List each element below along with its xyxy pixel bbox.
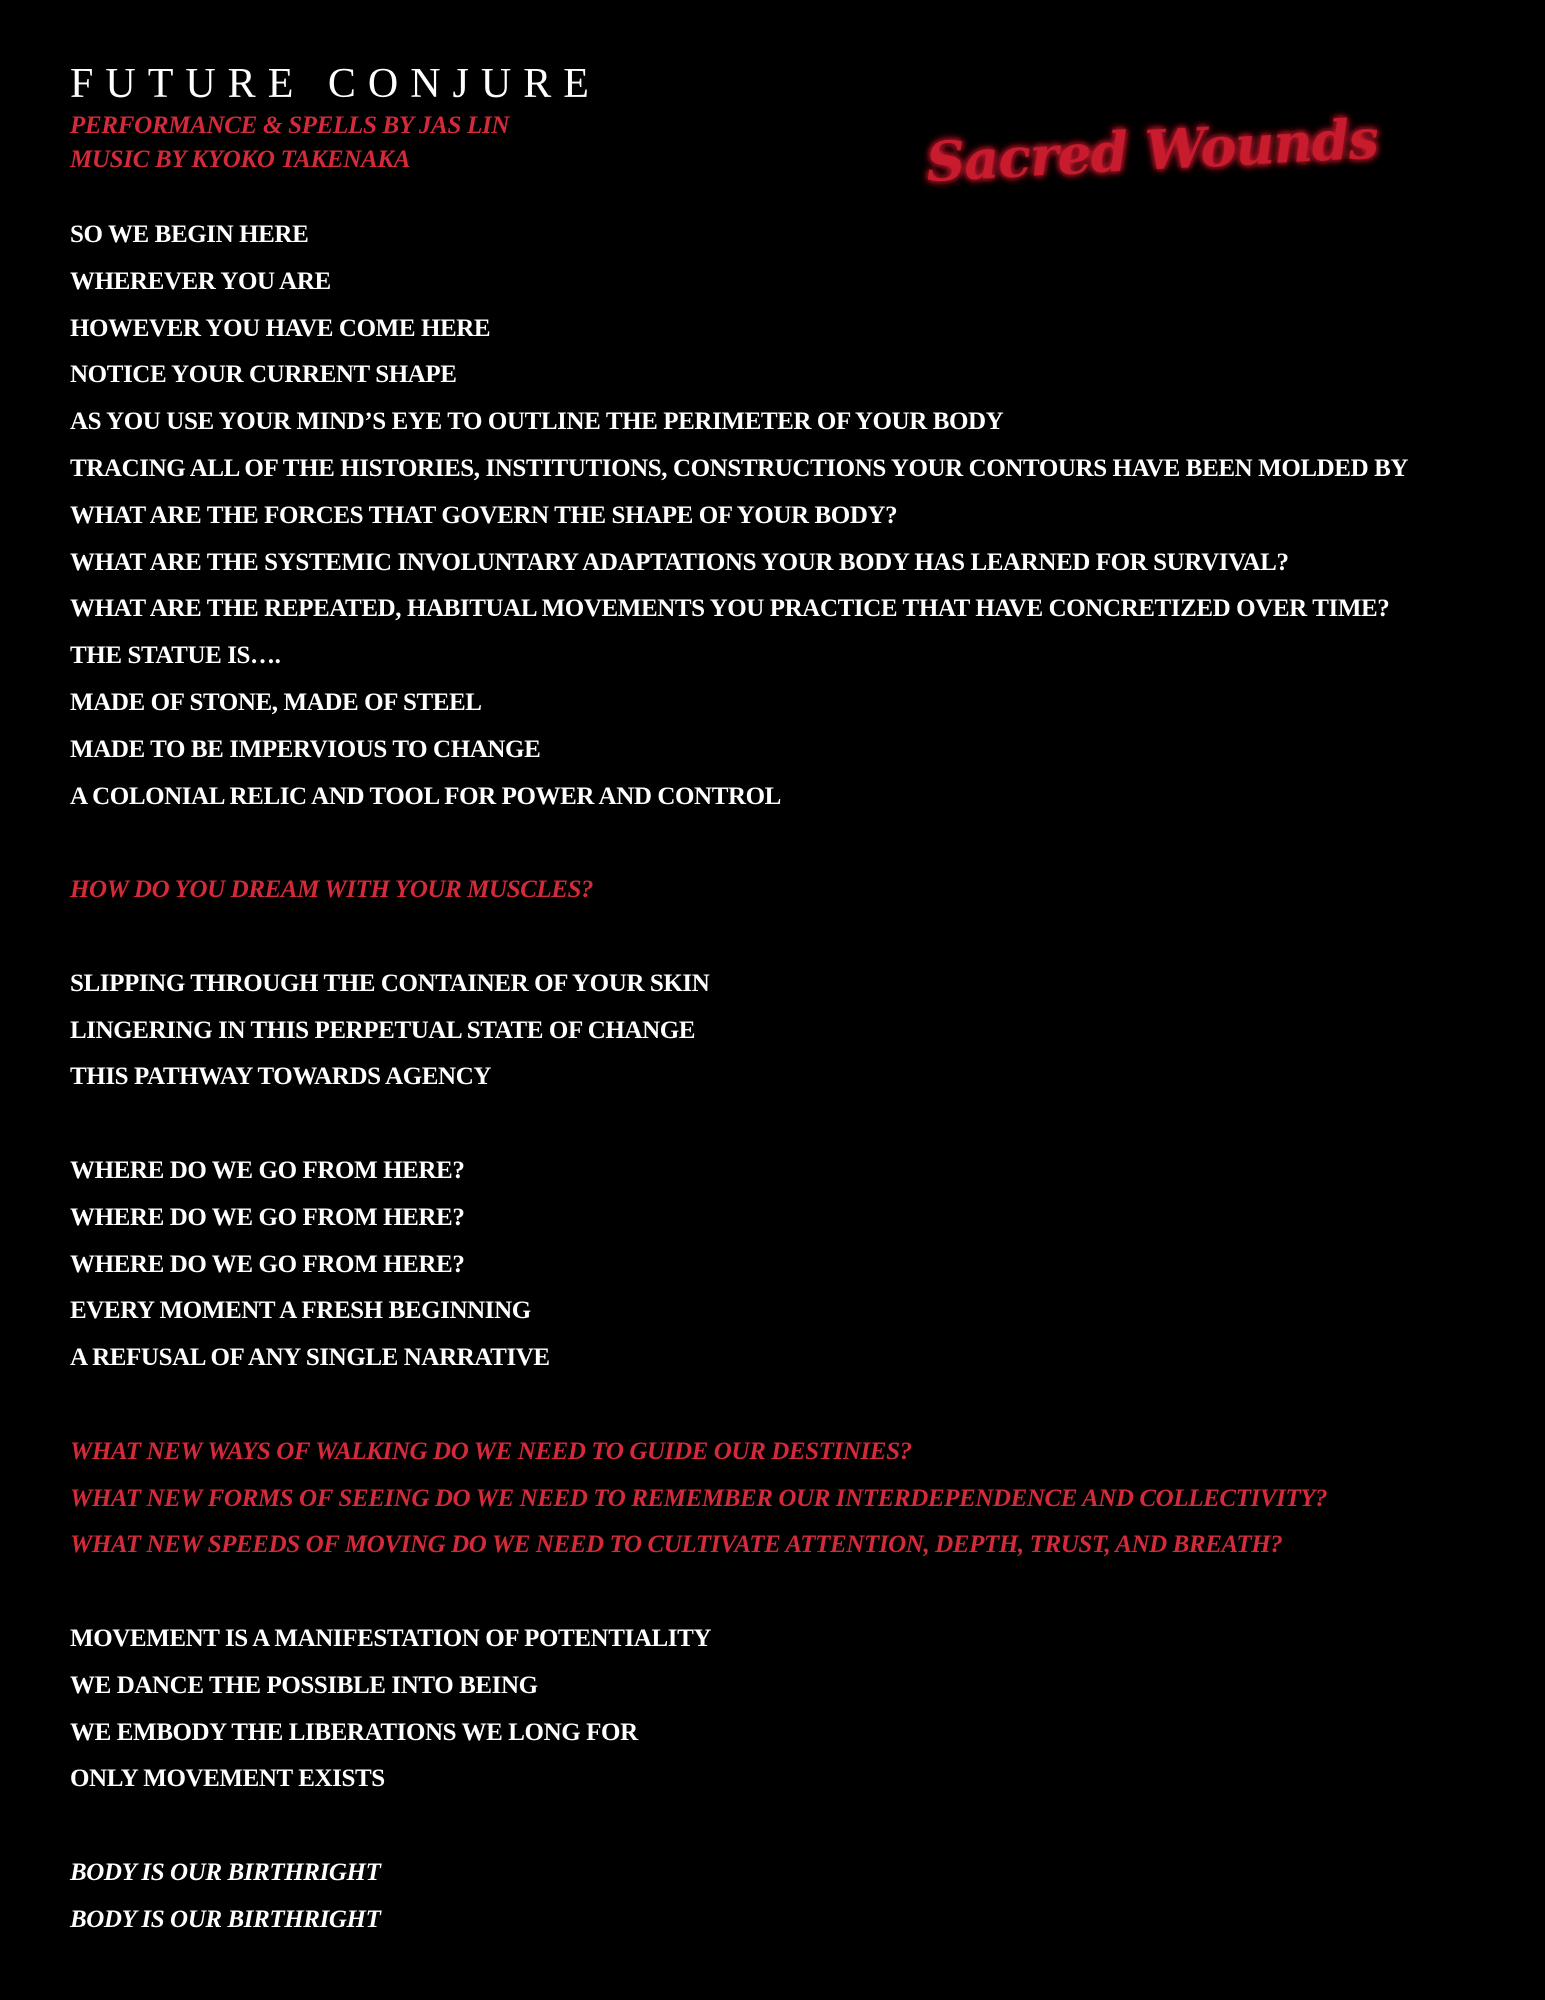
stanza-gap	[70, 914, 1510, 961]
red-question: HOW DO YOU DREAM WITH YOUR MUSCLES?	[70, 876, 594, 904]
stanza-4	[70, 1616, 1510, 1803]
poem-line: WHAT ARE THE REPEATED, HABITUAL MOVEMENTS YOU PRACTICE THAT HAVE CONCRETIZED OVER TIME?	[70, 595, 1390, 623]
poem-line: NOTICE YOUR CURRENT SHAPE	[70, 361, 457, 389]
poem-line: WHERE DO WE GO FROM HERE?	[70, 1203, 465, 1231]
closing-line: BODY IS OUR BIRTHRIGHT	[70, 1905, 381, 1933]
closing-stanza	[70, 1850, 1510, 1944]
stanza-3	[70, 1148, 1510, 1382]
performance-credit: PERFORMANCE & SPELLS BY JAS LIN	[70, 112, 510, 139]
poem-body	[70, 212, 1510, 1943]
sacred-wounds-logo	[920, 106, 1380, 200]
page-title: FUTURE CONJURE	[70, 61, 601, 107]
poem-line: THIS PATHWAY TOWARDS AGENCY	[70, 1063, 492, 1091]
poem-line: TRACING ALL OF THE HISTORIES, INSTITUTIONS, CONSTRUCTIONS YOUR CONTOURS HAVE BEEN MOLDED BY	[70, 454, 1409, 482]
poem-line: A COLONIAL RELIC AND TOOL FOR POWER AND CONTROL	[70, 782, 781, 810]
poem-line: A REFUSAL OF ANY SINGLE NARRATIVE	[70, 1344, 550, 1372]
poem-line: AS YOU USE YOUR MIND’S EYE TO OUTLINE THE PERIMETER OF YOUR BODY	[70, 408, 1004, 436]
stanza-1	[70, 212, 1510, 820]
red-question: WHAT NEW FORMS OF SEEING DO WE NEED TO REMEMBER OUR INTERDEPENDENCE AND COLLECTIVITY?	[70, 1484, 1328, 1512]
closing-line: BODY IS OUR BIRTHRIGHT	[70, 1858, 381, 1886]
poem-line: WHAT ARE THE SYSTEMIC INVOLUNTARY ADAPTATIONS YOUR BODY HAS LEARNED FOR SURVIVAL?	[70, 548, 1289, 576]
poem-line: ONLY MOVEMENT EXISTS	[70, 1765, 385, 1793]
poem-line: SO WE BEGIN HERE	[70, 221, 309, 248]
red-question: WHAT NEW WAYS OF WALKING DO WE NEED TO GUIDE OUR DESTINIES?	[70, 1437, 912, 1465]
music-credit: MUSIC BY KYOKO TAKENAKA	[70, 146, 411, 173]
poem-line: WHERE DO WE GO FROM HERE?	[70, 1250, 465, 1278]
stanza-gap	[70, 1101, 1510, 1148]
poem-line: LINGERING IN THIS PERPETUAL STATE OF CHANGE	[70, 1016, 696, 1044]
poem-line: SLIPPING THROUGH THE CONTAINER OF YOUR SKIN	[70, 969, 710, 997]
poem-line: MADE OF STONE, MADE OF STEEL	[70, 688, 482, 716]
stanza-gap	[70, 820, 1510, 867]
stanza-gap	[70, 1382, 1510, 1429]
red-question: WHAT NEW SPEEDS OF MOVING DO WE NEED TO CULTIVATE ATTENTION, DEPTH, TRUST, AND BREATH?	[70, 1531, 1283, 1559]
poem-line: WHEREVER YOU ARE	[70, 267, 331, 295]
poem-line: EVERY MOMENT A FRESH BEGINNING	[70, 1297, 531, 1325]
poem-line: WHERE DO WE GO FROM HERE?	[70, 1156, 465, 1184]
stanza-2	[70, 961, 1510, 1101]
poem-line: MADE TO BE IMPERVIOUS TO CHANGE	[70, 735, 541, 763]
stanza-gap	[70, 1803, 1510, 1850]
poem-line: WHAT ARE THE FORCES THAT GOVERN THE SHAPE OF YOUR BODY?	[70, 501, 898, 529]
poem-line: WE EMBODY THE LIBERATIONS WE LONG FOR	[70, 1718, 638, 1746]
poem-line: HOWEVER YOU HAVE COME HERE	[70, 314, 491, 342]
logo-text: Sacred Wounds	[924, 106, 1380, 195]
poem-line: THE STATUE IS….	[70, 642, 281, 670]
poem-line: WE DANCE THE POSSIBLE INTO BEING	[70, 1671, 538, 1699]
stanza-gap	[70, 1569, 1510, 1616]
red-questions	[70, 1429, 1510, 1569]
poem-line: MOVEMENT IS A MANIFESTATION OF POTENTIALITY	[70, 1624, 712, 1652]
